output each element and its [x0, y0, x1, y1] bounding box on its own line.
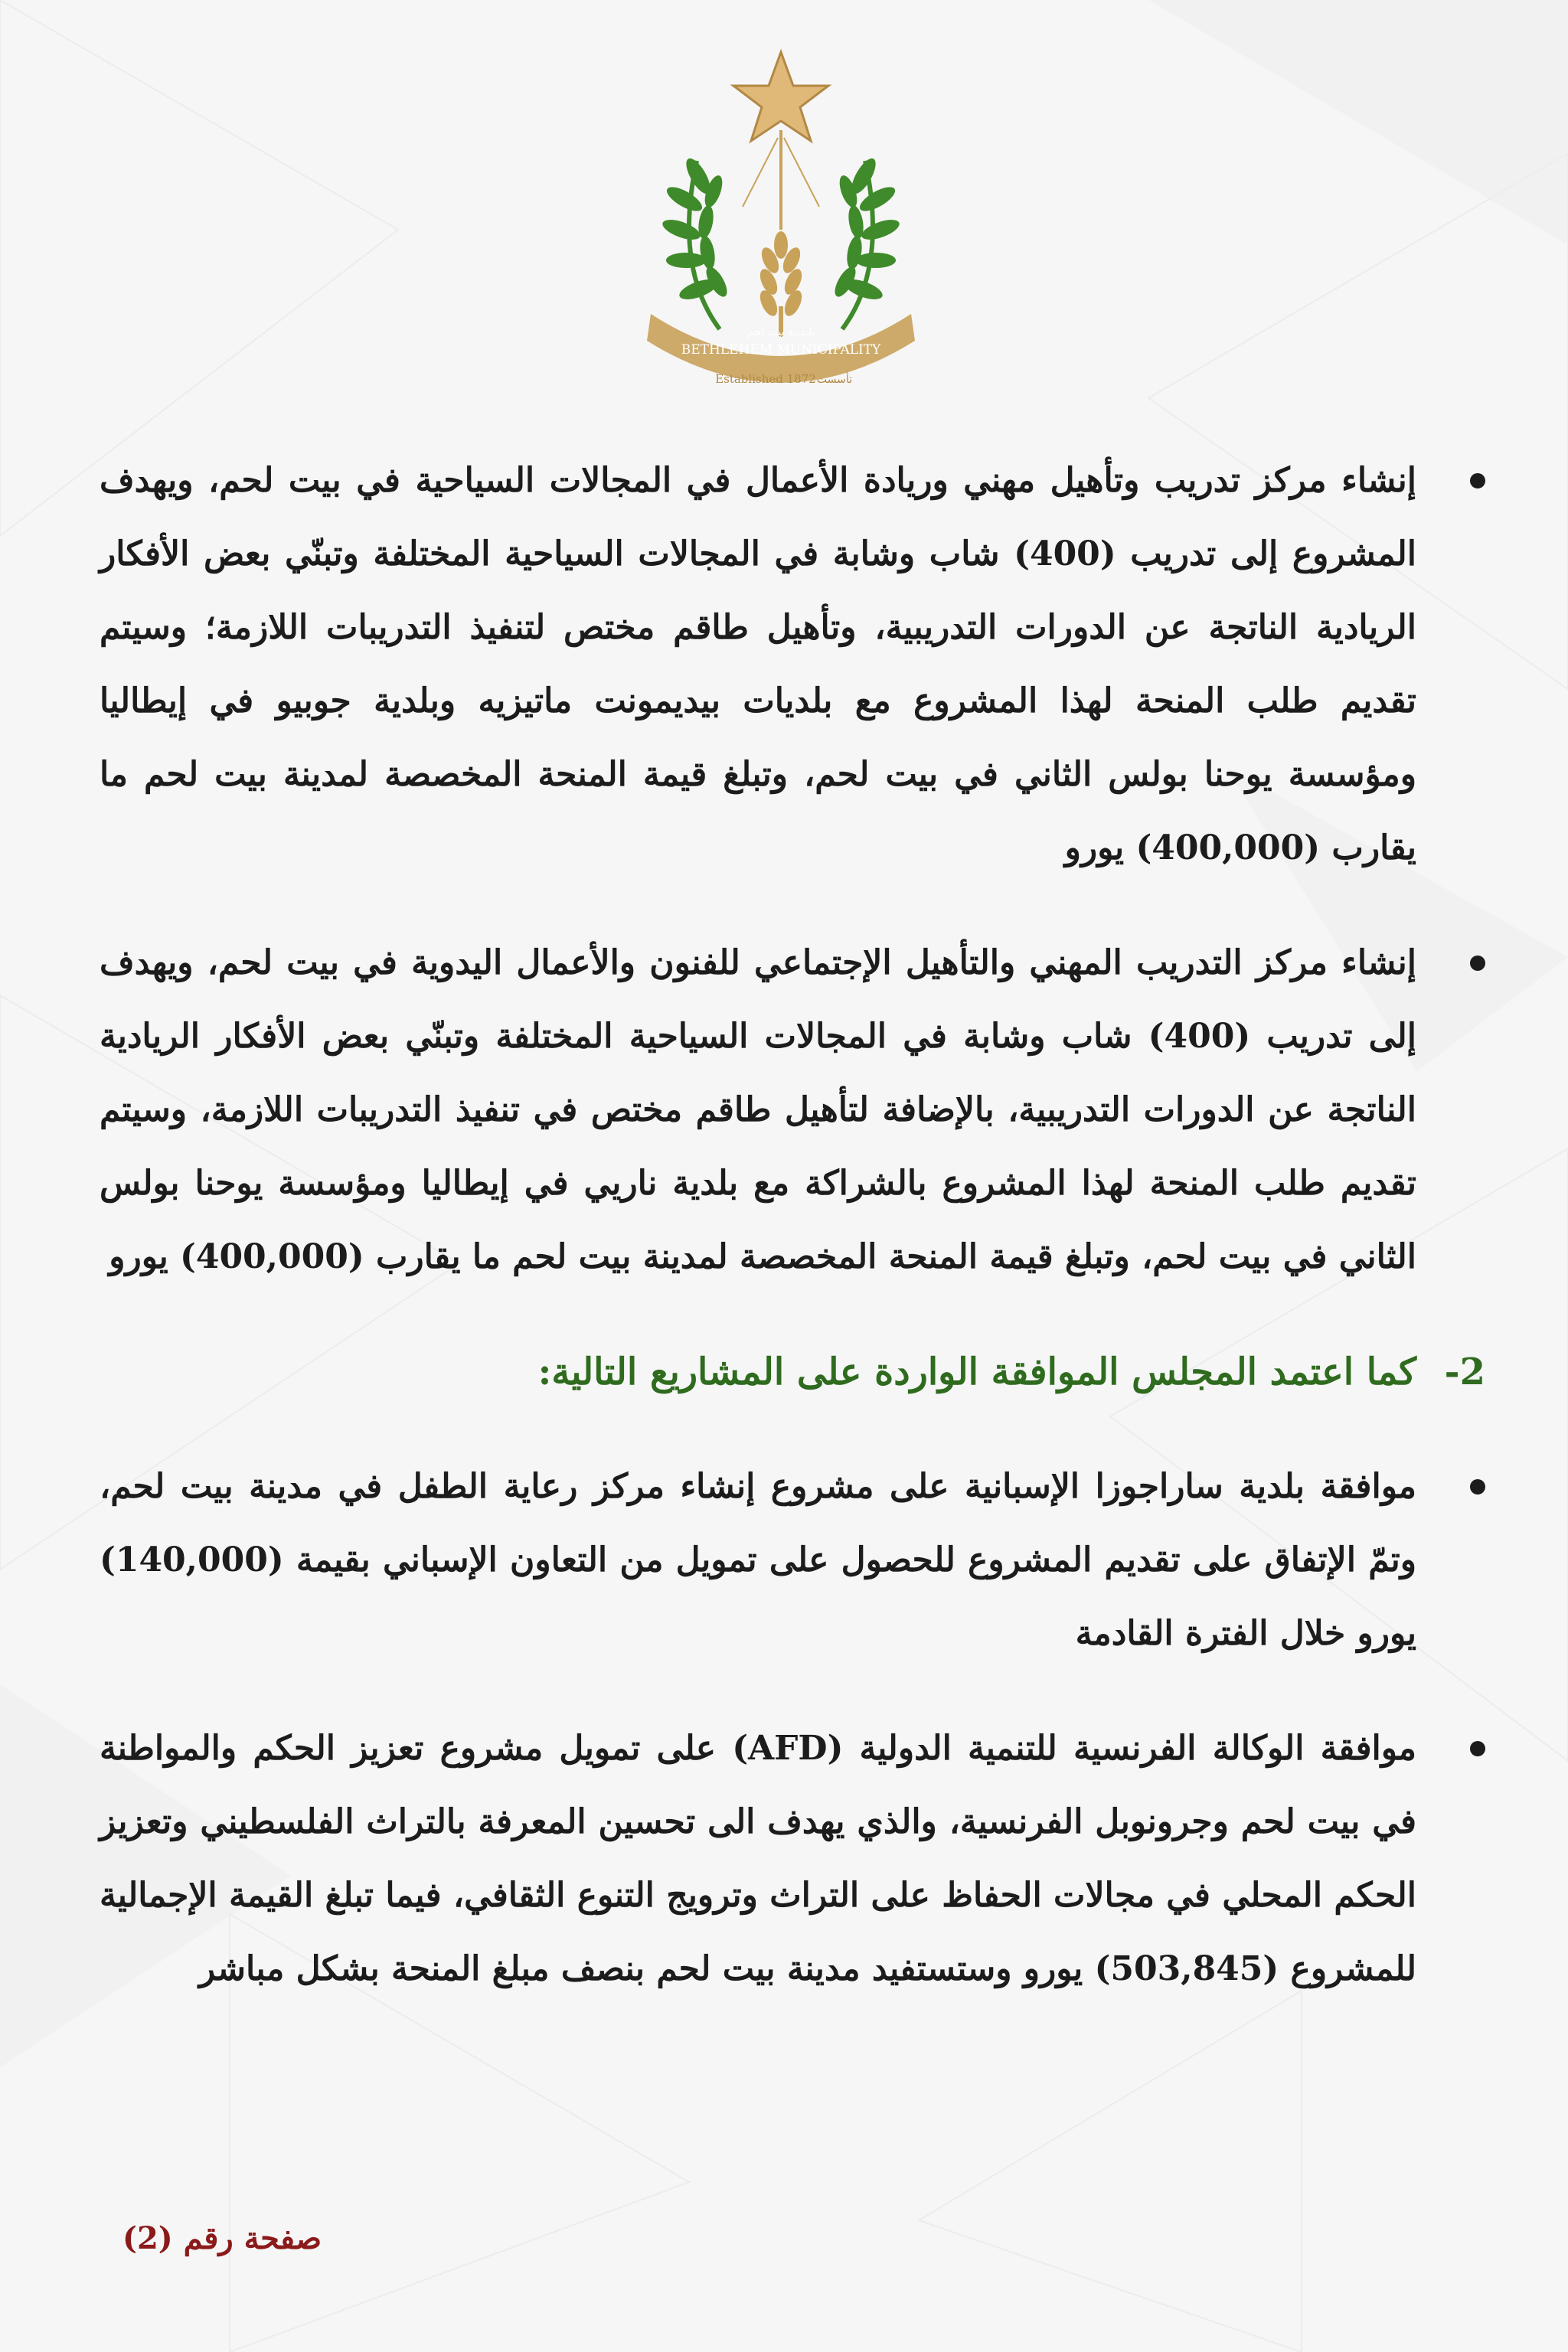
section-heading: [100, 1335, 1485, 1409]
bullet-icon: [1470, 1741, 1485, 1756]
logo-established-en: Established 1872: [715, 372, 816, 386]
logo-established-ar: تأسست: [816, 374, 853, 386]
list-item: [100, 1450, 1485, 1671]
logo-name-ar: بلـديـة بيت لحم: [746, 326, 815, 338]
list-item-text: إنشاء مركز التدريب المهني والتأهيل الإجتماعي للفنون والأعمال اليدوية في بيت لحم، ويهدف إلى تدريب (400) شاب وشابة في المجالات السياحية المختلفة وتبنّي بعض الأفكار الريادية الناتجة عن الدورات التدريبية، بالإضافة لتأهيل طاقم مختص في تنفيذ التدريبات اللازمة، وسيتم تقديم طلب المنحة لهذا المشروع بالشراكة مع بلدية ناريي في إيطاليا ومؤسسة يوحنا بولس الثاني في بيت لحم، وتبلغ قيمة المنحة المخصصة لمدينة بيت لحم ما يقارب (400,000) يورو: [100, 943, 1416, 1276]
list-item-text: إنشاء مركز تدريب وتأهيل مهني وريادة الأعمال في المجالات السياحية في بيت لحم، ويهدف المشروع إلى تدريب (400) شاب وشابة في المجالات السياحية المختلفة وتبنّي بعض الأفكار الريادية الناتجة عن الدورات التدريبية، وتأهيل طاقم مختص لتنفيذ التدريبات اللازمة؛ وسيتم تقديم طلب المنحة لهذا المشروع مع بلديات بيديمونت ماتيزيه وبلدية جوبيو في إيطاليا ومؤسسة يوحنا بولس الثاني في بيت لحم، وتبلغ قيمة المنحة المخصصة لمدينة بيت لحم ما يقارب (400,000) يورو: [100, 461, 1416, 867]
bullet-icon: [1470, 956, 1485, 971]
bullet-icon: [1470, 473, 1485, 488]
logo-name-en: BETHLEHEM MUNICIPALITY: [681, 342, 881, 358]
list-item: [100, 1712, 1485, 2006]
list-item: [100, 444, 1485, 885]
bethlehem-municipality-logo: [628, 38, 934, 390]
page-number: صفحة رقم (2): [122, 2220, 322, 2256]
list-item-text: موافقة الوكالة الفرنسية للتنمية الدولية (AFD) على تمويل مشروع تعزيز الحكم والمواطنة في بيت لحم وجرونوبل الفرنسية، والذي يهدف الى تحسين المعرفة بالتراث الفلسطيني وتعزيز الحكم المحلي في مجالات الحفاظ على التراث وترويج التنوع الثقافي، فيما تبلغ القيمة الإجمالية للمشروع (503,845) يورو وستستفيد مدينة بيت لحم بنصف مبلغ المنحة بشكل مباشر: [100, 1729, 1416, 1988]
bullet-icon: [1470, 1479, 1485, 1494]
list-item: [100, 926, 1485, 1294]
star-icon: [733, 52, 828, 141]
section-number: 2-: [1444, 1351, 1485, 1393]
list-item-text: موافقة بلدية ساراجوزا الإسبانية على مشروع إنشاء مركز رعاية الطفل في مدينة بيت لحم، وتمّ الإتفاق على تقديم المشروع للحصول على تمويل من التعاون الإسباني بقيمة (140,000) يورو خلال الفترة القادمة: [100, 1467, 1416, 1653]
section-heading-text: كما اعتمد المجلس الموافقة الواردة على المشاريع التالية:: [537, 1351, 1416, 1393]
wheat-icon: [756, 231, 805, 337]
document-body: [100, 444, 1485, 2047]
